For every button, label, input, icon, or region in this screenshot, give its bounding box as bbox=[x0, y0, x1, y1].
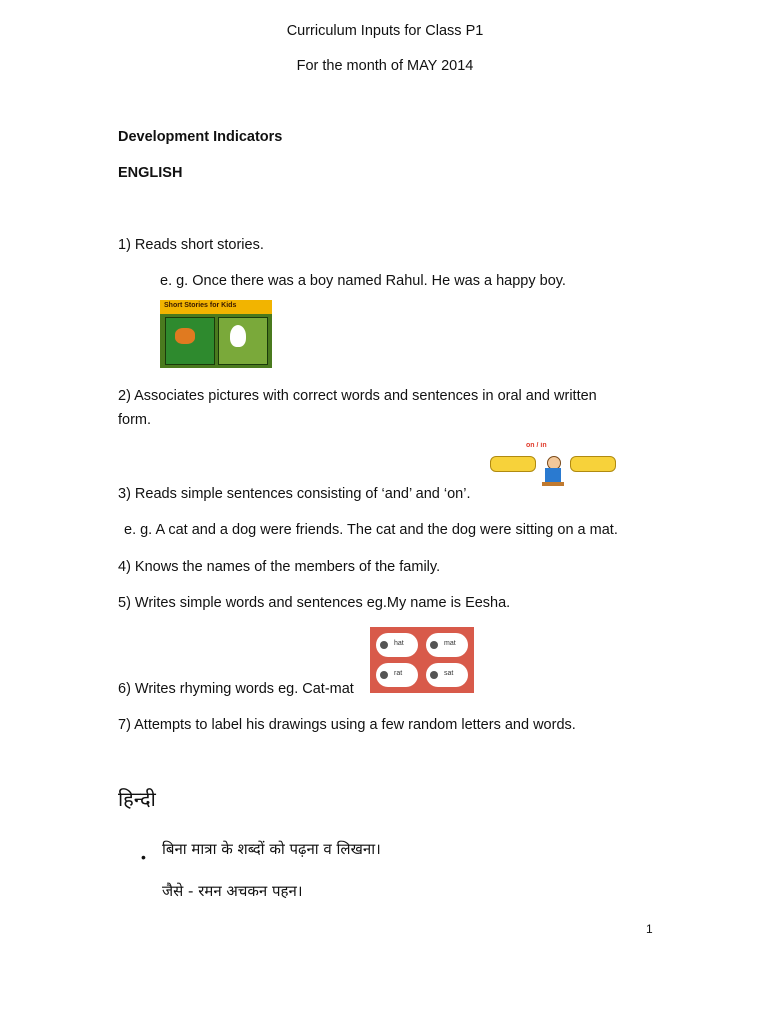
fox-figure bbox=[175, 328, 195, 344]
rhyming-words-illustration bbox=[370, 627, 474, 693]
speech-bubble-right bbox=[570, 456, 616, 472]
mouse-icon bbox=[430, 671, 438, 679]
goose-figure bbox=[230, 325, 246, 347]
on-in-illustration bbox=[488, 442, 618, 492]
table-figure bbox=[542, 482, 564, 486]
indicator-4: 4) Knows the names of the members of the family. bbox=[118, 559, 441, 575]
rhyme-word: hat bbox=[394, 640, 404, 647]
on-in-title: on / in bbox=[526, 442, 547, 449]
indicator-6: 6) Writes rhyming words eg. Cat-mat bbox=[118, 681, 354, 697]
speech-bubble-left bbox=[490, 456, 536, 472]
indicator-2: 2) Associates pictures with correct words and sentences in oral and written bbox=[118, 388, 597, 404]
indicator-7: 7) Attempts to label his drawings using a few random letters and words. bbox=[118, 717, 576, 733]
section-heading: Development Indicators bbox=[118, 129, 283, 145]
child-figure bbox=[542, 456, 564, 486]
document-subtitle: For the month of MAY 2014 bbox=[296, 58, 474, 74]
subject-heading: ENGLISH bbox=[118, 165, 183, 181]
rhyme-word: mat bbox=[444, 640, 456, 647]
stories-banner bbox=[160, 300, 272, 314]
mouse-icon bbox=[380, 641, 388, 649]
hindi-item: बिना मात्रा के शब्दों को पढ़ना व लिखना। bbox=[162, 840, 381, 858]
hindi-heading: हिन्दी bbox=[118, 787, 156, 811]
mouse-icon bbox=[380, 671, 388, 679]
document-title: Curriculum Inputs for Class P1 bbox=[286, 23, 484, 39]
indicator-1-example: e. g. Once there was a boy named Rahul. He was a happy boy. bbox=[160, 273, 566, 289]
stories-banner-text: Short Stories for Kids bbox=[164, 302, 237, 309]
rhyme-word: rat bbox=[394, 670, 403, 677]
page-number: 1 bbox=[646, 922, 653, 936]
hindi-example: जैसे - रमन अचकन पहन। bbox=[162, 882, 303, 900]
indicator-2-cont: form. bbox=[118, 412, 152, 428]
rhyme-word: sat bbox=[444, 670, 454, 677]
child-body bbox=[545, 468, 561, 482]
mouse-icon bbox=[430, 641, 438, 649]
bullet-marker: • bbox=[141, 849, 146, 865]
indicator-3: 3) Reads simple sentences consisting of ‘and’ and ‘on’. bbox=[118, 486, 471, 502]
indicator-5: 5) Writes simple words and sentences eg.My name is Eesha. bbox=[118, 595, 511, 611]
indicator-1: 1) Reads short stories. bbox=[118, 237, 264, 253]
short-stories-illustration bbox=[160, 300, 272, 368]
indicator-3-example: e. g. A cat and a dog were friends. The cat and the dog were sitting on a mat. bbox=[124, 522, 618, 538]
